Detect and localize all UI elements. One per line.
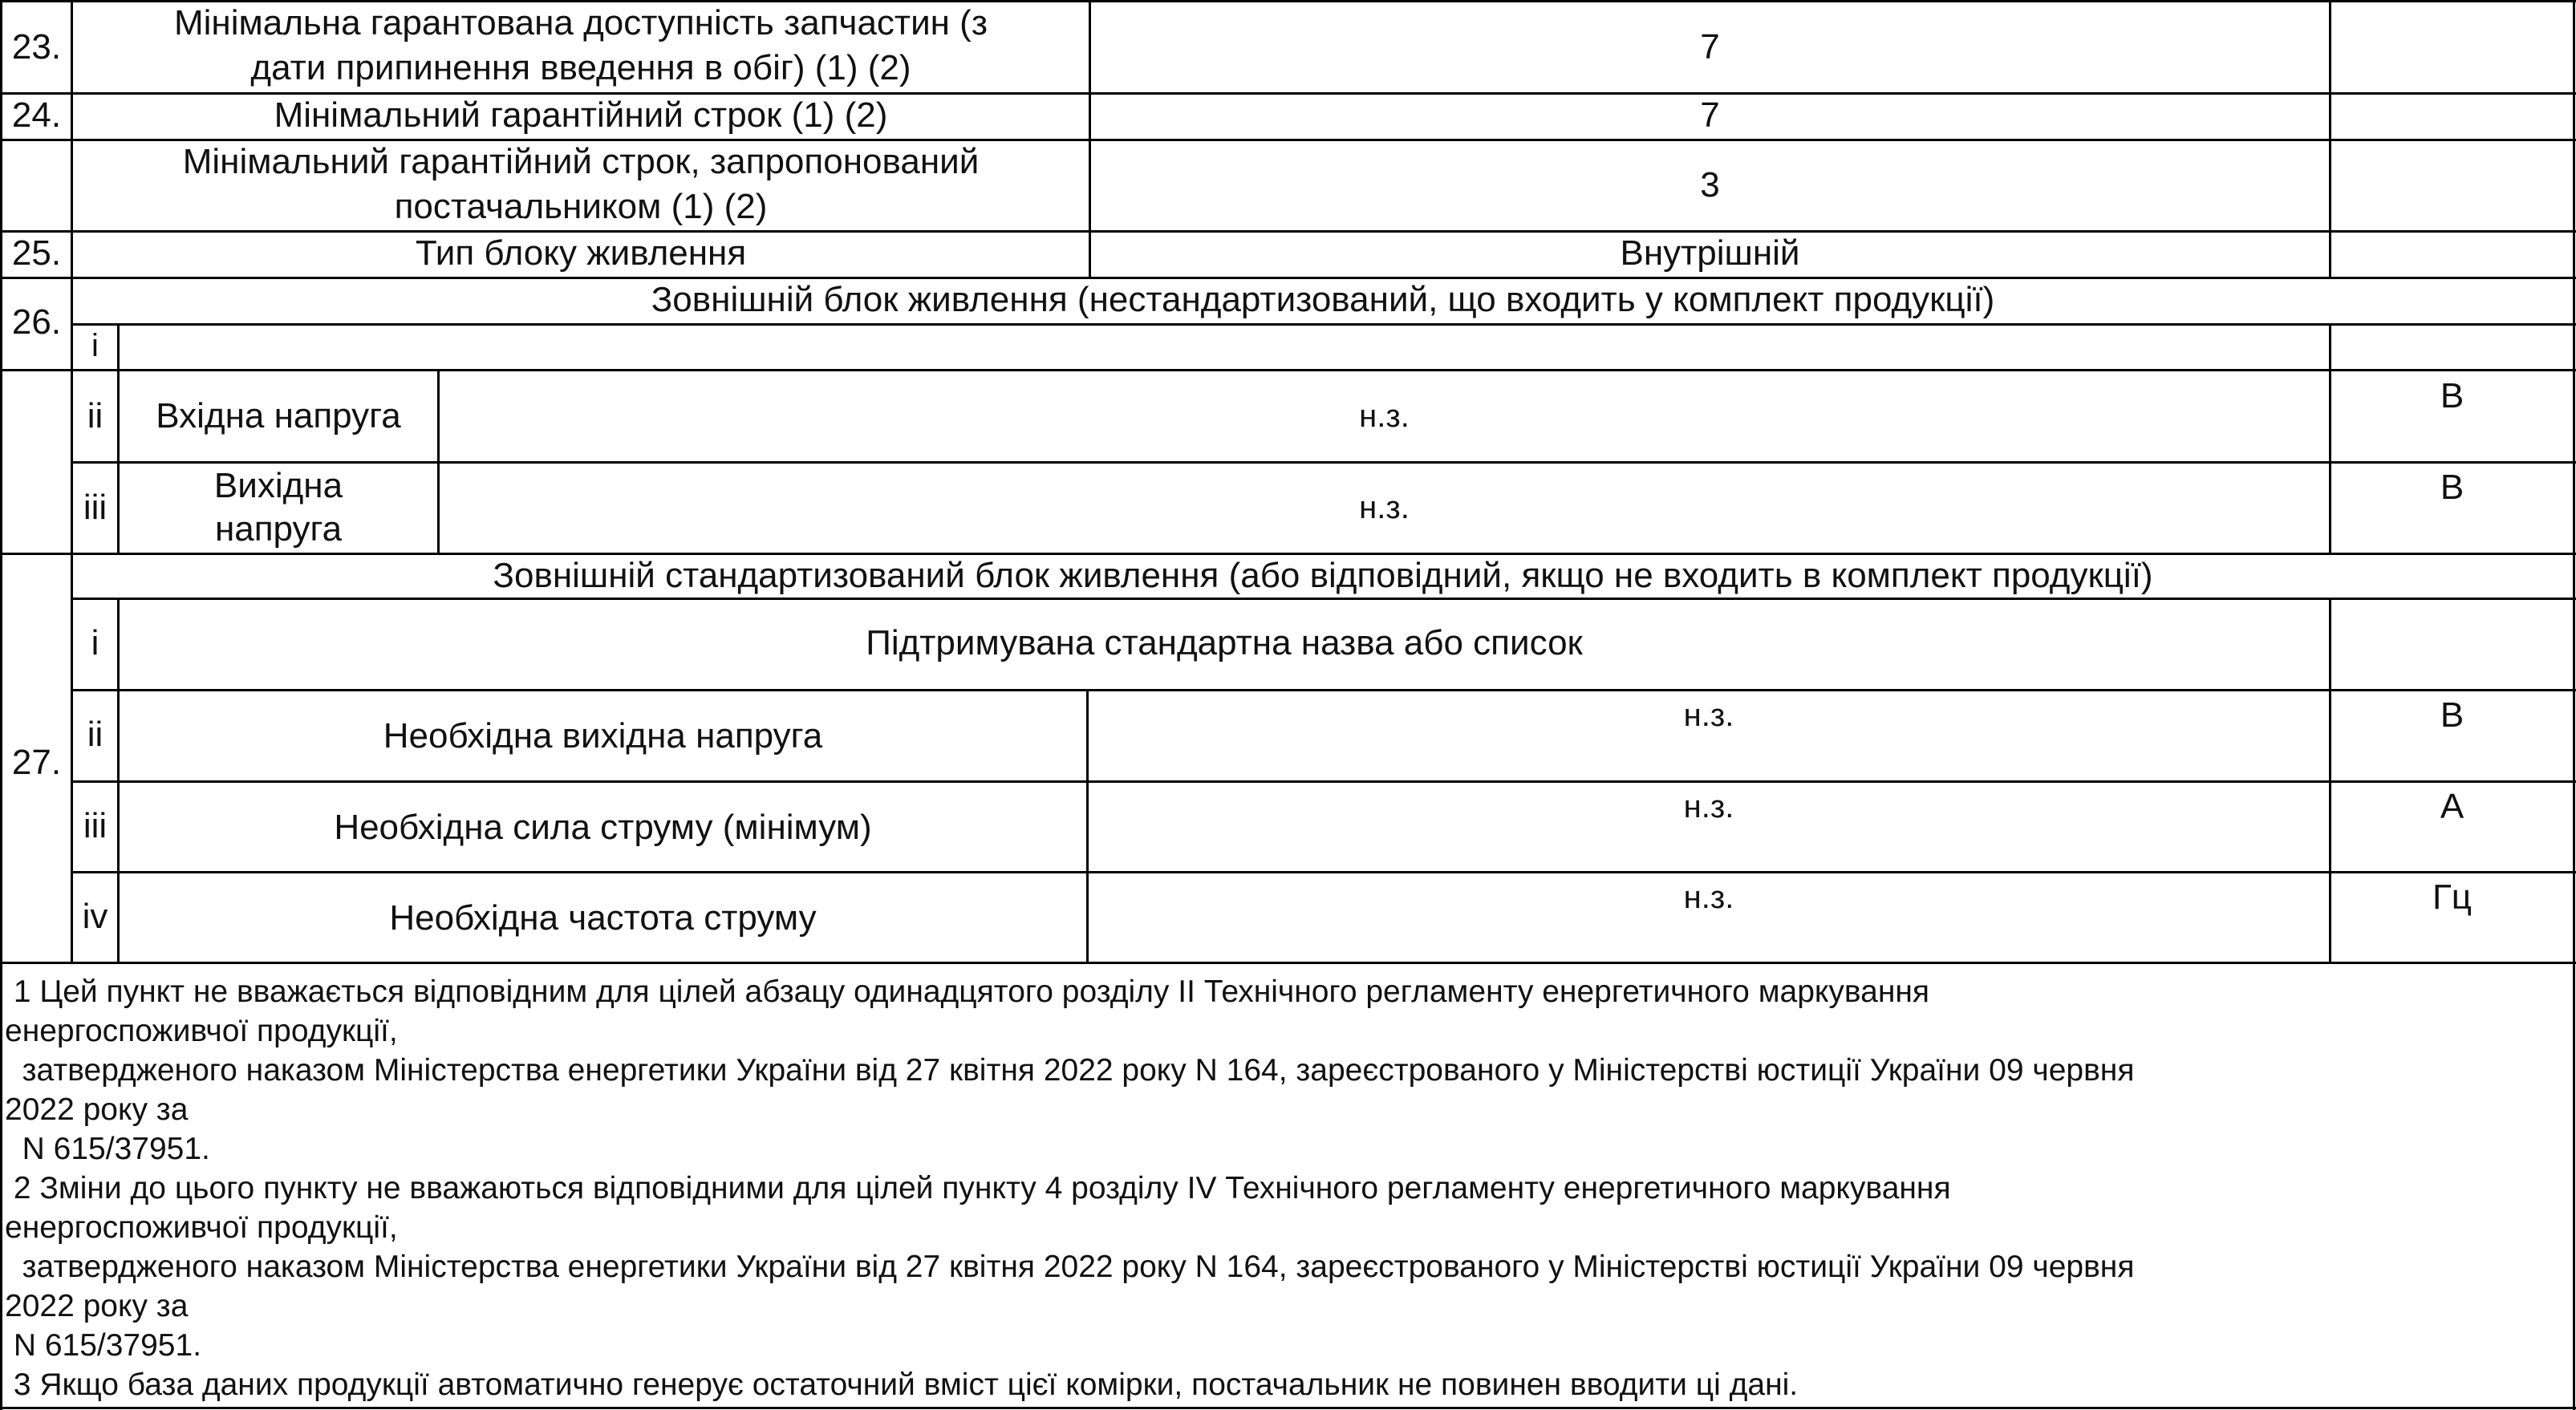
row-value: 7 xyxy=(1700,27,1720,67)
sub-value: н.з. xyxy=(1359,399,1410,434)
sub-value: н.з. xyxy=(1683,880,1734,915)
sub-unit: В xyxy=(2440,376,2464,415)
sub-label: Необхідна сила струму (мінімум) xyxy=(334,808,872,847)
grid-line xyxy=(0,0,2,1410)
footnote-line: N 615/37951. xyxy=(5,1328,202,1363)
row-label: Мінімальний гарантійний строк, запропонований xyxy=(182,142,980,181)
footnote-line: N 615/37951. xyxy=(5,1132,210,1166)
sub-label: Підтримувана стандартна назва або список xyxy=(866,623,1583,662)
sub-index: iv xyxy=(82,897,108,936)
sub-index: iii xyxy=(83,488,108,527)
sub-unit: А xyxy=(2440,787,2464,826)
grid-line xyxy=(72,598,2576,600)
grid-line xyxy=(2329,0,2331,278)
sub-label: напруга xyxy=(214,509,343,549)
sub-index: i xyxy=(91,623,99,662)
row-number: 25. xyxy=(11,233,62,273)
footnote-line: 3 Якщо база даних продукції автоматично генерує остаточний вміст цієї комірки, постачальник не повинен вводити ці дані. xyxy=(5,1367,1799,1402)
sub-index: ii xyxy=(87,715,103,754)
grid-line xyxy=(72,780,2576,783)
row-label: постачальником (1) (2) xyxy=(394,187,768,226)
section-title: Зовнішній блок живлення (нестандартизований, що входить у комплект продукції) xyxy=(651,280,1995,319)
row-number: 26. xyxy=(11,302,62,342)
row-label: Мінімальна гарантована доступність запчастин (з xyxy=(173,3,988,43)
row-number: 24. xyxy=(11,95,62,135)
sub-index: iii xyxy=(83,806,108,845)
row-value: 7 xyxy=(1700,95,1720,135)
footnote-line: енергоспоживчої продукції, xyxy=(5,1210,398,1245)
sub-value: н.з. xyxy=(1683,789,1734,825)
grid-line xyxy=(0,1407,2576,1409)
footnote-line: 2022 року за xyxy=(5,1289,189,1323)
sub-value: н.з. xyxy=(1683,698,1734,733)
sub-label: Вхідна напруга xyxy=(156,396,401,436)
row-label: Тип блоку живлення xyxy=(415,233,747,273)
sub-unit: В xyxy=(2440,468,2464,507)
grid-line xyxy=(0,369,2576,371)
sub-label: Необхідна вихідна напруга xyxy=(383,716,823,756)
grid-line xyxy=(2329,323,2331,555)
sub-value: н.з. xyxy=(1359,490,1410,525)
row-label: Мінімальний гарантійний строк (1) (2) xyxy=(274,95,888,135)
sub-index: ii xyxy=(87,396,103,436)
footnote-line: енергоспоживчої продукції, xyxy=(5,1014,398,1048)
row-value: Внутрішній xyxy=(1620,233,1800,273)
grid-line xyxy=(72,461,2576,464)
sub-index: i xyxy=(91,328,99,363)
grid-line xyxy=(72,689,2576,691)
sub-unit: Гц xyxy=(2432,877,2473,917)
grid-line xyxy=(0,962,2576,964)
footnote-line: затвердженого наказом Міністерства енергетики України від 27 квітня 2022 року N 164, зареєстрованого у Міністерстві юстиції України 09 червня xyxy=(5,1250,2135,1284)
row-label: дати припинення введення в обіг) (1) (2) xyxy=(250,48,911,87)
sub-label: Вихідна xyxy=(213,466,343,505)
sub-label: Необхідна частота струму xyxy=(389,898,817,938)
sub-unit: В xyxy=(2440,695,2464,735)
footnote-line: 1 Цей пункт не вважається відповідним для цілей абзацу одинадцятого розділу II Технічного регламенту енергетичного маркування xyxy=(5,974,1930,1009)
row-number: 23. xyxy=(11,27,62,67)
footnote-line: 2022 року за xyxy=(5,1092,189,1127)
grid-line xyxy=(72,871,2576,873)
footnote-line: затвердженого наказом Міністерства енергетики України від 27 квітня 2022 року N 164, зареєстрованого у Міністерстві юстиції України 09 червня xyxy=(5,1053,2135,1088)
row-number: 27. xyxy=(11,743,62,782)
section-title: Зовнішній стандартизований блок живлення (або відповідний, якщо не входить в комплект продукції) xyxy=(493,556,2153,595)
row-value: 3 xyxy=(1700,165,1720,205)
footnote-line: 2 Зміни до цього пункту не вважаються відповідними для цілей пункту 4 розділу IV Технічного регламенту енергетичного маркування xyxy=(5,1171,1951,1205)
grid-line xyxy=(2573,0,2575,1410)
grid-line xyxy=(72,323,2576,326)
